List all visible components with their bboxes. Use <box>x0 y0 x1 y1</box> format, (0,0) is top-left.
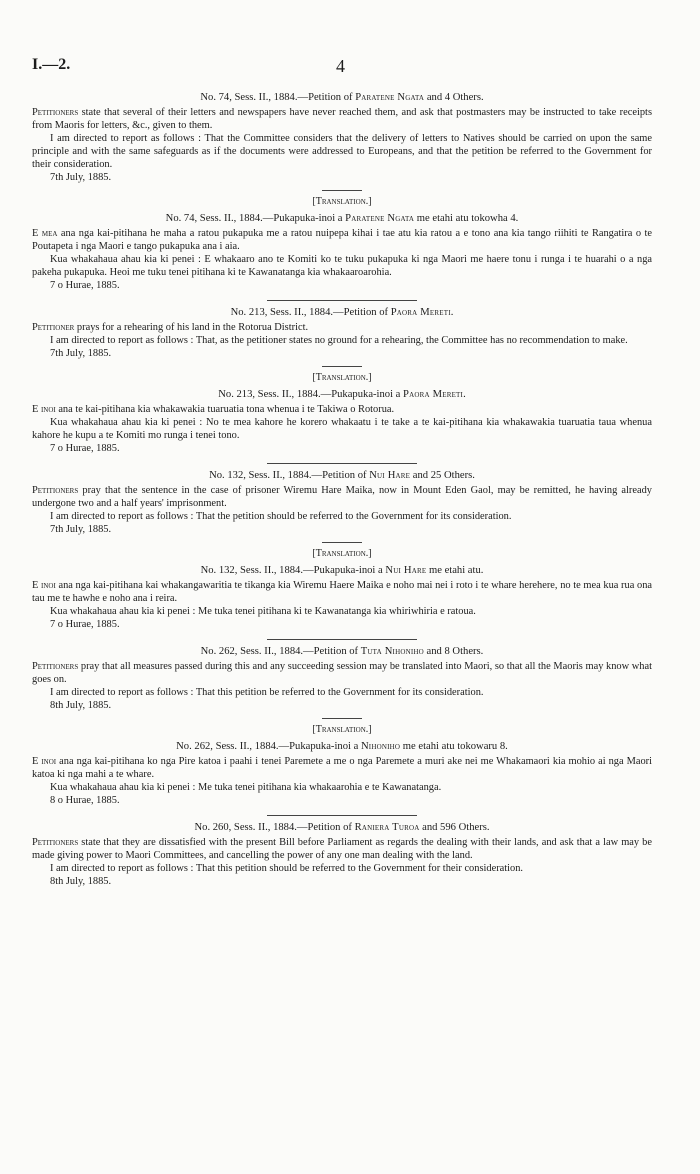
petition-entry <box>32 646 652 719</box>
report-date: 8 o Hurae, 1885. <box>50 795 120 806</box>
committee-report: I am directed to report as follows : That the petition should be referred to the Government for its consideration. <box>50 511 512 522</box>
petition-heading: No. 262, Sess. II., 1884.—Pukapuka-inoi a Nihoniho me etahi atu tokowaru 8. <box>176 741 508 752</box>
committee-report: Kua whakahaua ahau kia ki penei : E whakaaro ano te Komiti ko te tuku pukapuka ki nga Maori me haere tonu i runga i te huarahi o a nga pakeha pukapuka. Heoi me tuku tenei pitihana ki te Kawanatanga kia whakaaroarohia. <box>32 254 652 278</box>
committee-report: I am directed to report as follows : That this petition should be referred to the Government for their consideration. <box>50 863 524 874</box>
petition-entry <box>32 372 652 464</box>
petitioner-name: Tuta Nihoniho <box>360 646 424 657</box>
committee-report: Kua whakahaua ahau kia ki penei : Me tuka tenei pitihana kia whakaarohia e te Kawanatanga. <box>50 782 442 793</box>
translation-label: [Translation.] <box>312 548 372 559</box>
page-header <box>32 56 652 86</box>
petitioner-name: Paora Mereti <box>403 389 464 400</box>
translation-label: [Translation.] <box>312 724 372 735</box>
committee-report: I am directed to report as follows : That, as the petitioner states no ground for a rehearing, the Committee has no recommendation to make. <box>50 335 628 346</box>
section-divider <box>322 718 362 719</box>
petitioner-name: Raniera Turoa <box>354 822 420 833</box>
petitioner-name: Nihoniho <box>360 741 401 752</box>
paper-reference: I.—2. <box>32 56 71 73</box>
petition-statement: Petitioners pray that the sentence in the case of prisoner Wiremu Hare Maika, now in Mount Eden Gaol, may be remitted, he having already undergone two and a half years' imprisonment. <box>32 485 652 509</box>
committee-report: I am directed to report as follows : That this petition be referred to the Government for its consideration. <box>50 687 484 698</box>
petition-statement: E mea ana nga kai-pitihana he maha a ratou pukapuka me a ratou nuipepa kihai i tae atu kia ratou a e tono ana kia tango riihiti te Rangatira o te Poutapeta i nga Maori e tango pukapuka ana i aia. <box>32 228 653 252</box>
petitioner-name: Nui Hare <box>369 470 411 481</box>
translation-label: [Translation.] <box>312 196 372 207</box>
petitioner-name: Nui Hare <box>385 565 427 576</box>
petition-entry <box>32 307 652 367</box>
section-divider <box>322 190 362 191</box>
petition-statement: Petitioners state that they are dissatisfied with the present Bill before Parliament as regards the dealing with their lands, and ask that a law may be made giving power to Maori Committees, and cancelling the power of any one man dealing with the land. <box>32 837 652 861</box>
report-date: 8th July, 1885. <box>50 876 112 887</box>
committee-report: Kua whakahaua ahau kia ki penei : No te mea kahore he korero whakaatu i te take a te kai-pitihana kia whakawakia tuaruatia taua whenua kahore he kupu a te Komiti mo runga i tenei tono. <box>32 417 652 441</box>
petition-entry <box>32 724 652 816</box>
petition-heading: No. 260, Sess. II., 1884.—Petition of Raniera Turoa and 596 Others. <box>194 822 490 833</box>
petition-entry <box>32 548 652 640</box>
petitioner-name: Paratene Ngata <box>355 92 425 103</box>
petition-heading: No. 262, Sess. II., 1884.—Petition of Tuta Nihoniho and 8 Others. <box>200 646 484 657</box>
petition-heading: No. 213, Sess. II., 1884.—Pukapuka-inoi a Paora Mereti. <box>218 389 466 400</box>
section-divider <box>267 639 417 640</box>
section-divider <box>322 542 362 543</box>
petition-entry <box>32 92 652 191</box>
petitioner-name: Paora Mereti <box>390 307 451 318</box>
report-date: 7 o Hurae, 1885. <box>50 619 120 630</box>
committee-report: I am directed to report as follows : That the Committee considers that the delivery of letters to Natives should be carried on upon the same principle and with the same safeguards as if the documents were addressed to Europeans, and that the petition be referred to the Government for their consideration. <box>32 133 652 170</box>
petition-entry <box>32 196 652 301</box>
report-date: 7 o Hurae, 1885. <box>50 280 120 291</box>
petition-statement: E inoi ana te kai-pitihana kia whakawakia tuaruatia tona whenua i te Takiwa o Rotorua. <box>32 404 395 415</box>
section-divider <box>322 366 362 367</box>
petition-statement: E inoi ana nga kai-pitihana ko nga Pire katoa i paahi i tenei Paremete a me o nga Paremete a muri ake nei me Whakamaori kia mohio ai nga Maori katoa ki nga mahi a te whare. <box>32 756 653 780</box>
section-divider <box>267 815 417 816</box>
report-date: 8th July, 1885. <box>50 700 112 711</box>
petitioner-name: Paratene Ngata <box>345 213 415 224</box>
petition-heading: No. 74, Sess. II., 1884.—Pukapuka-inoi a Paratene Ngata me etahi atu tokowha 4. <box>165 213 519 224</box>
petition-entry <box>32 822 652 888</box>
petition-statement: Petitioners state that several of their letters and newspapers have never reached them, and ask that postmasters may be instructed to take receipts from Maoris for letters, &c., given to them. <box>32 107 652 131</box>
petition-heading: No. 132, Sess. II., 1884.—Pukapuka-inoi a Nui Hare me etahi atu. <box>200 565 484 576</box>
translation-label: [Translation.] <box>312 372 372 383</box>
section-divider <box>267 463 417 464</box>
petition-list <box>32 92 652 888</box>
report-date: 7th July, 1885. <box>50 348 112 359</box>
petition-statement: Petitioners pray that all measures passed during this and any succeeding session may be translated into Maori, so that all the Maoris may know what goes on. <box>32 661 652 685</box>
section-divider <box>267 300 417 301</box>
report-date: 7 o Hurae, 1885. <box>50 443 120 454</box>
report-date: 7th July, 1885. <box>50 524 112 535</box>
petition-heading: No. 74, Sess. II., 1884.—Petition of Paratene Ngata and 4 Others. <box>200 92 484 103</box>
petition-statement: Petitioner prays for a rehearing of his land in the Rotorua District. <box>32 322 309 333</box>
page-number: 4 <box>336 56 345 76</box>
report-date: 7th July, 1885. <box>50 172 112 183</box>
petition-heading: No. 213, Sess. II., 1884.—Petition of Paora Mereti. <box>230 307 454 318</box>
petition-statement: E inoi ana nga kai-pitihana kai whakangawaritia te tikanga kia Wiremu Haere Maika e noho mai nei i roto i te whare herehere, no te mea kua rua ona tau me te hawhe e noho ana i reira. <box>32 580 653 604</box>
petition-heading: No. 132, Sess. II., 1884.—Petition of Nui Hare and 25 Others. <box>209 470 475 481</box>
committee-report: Kua whakahaua ahau kia ki penei : Me tuka tenei pitihana ki te Kawanatanga kia whiriwhiria e ratoua. <box>50 606 476 617</box>
petition-entry <box>32 470 652 543</box>
